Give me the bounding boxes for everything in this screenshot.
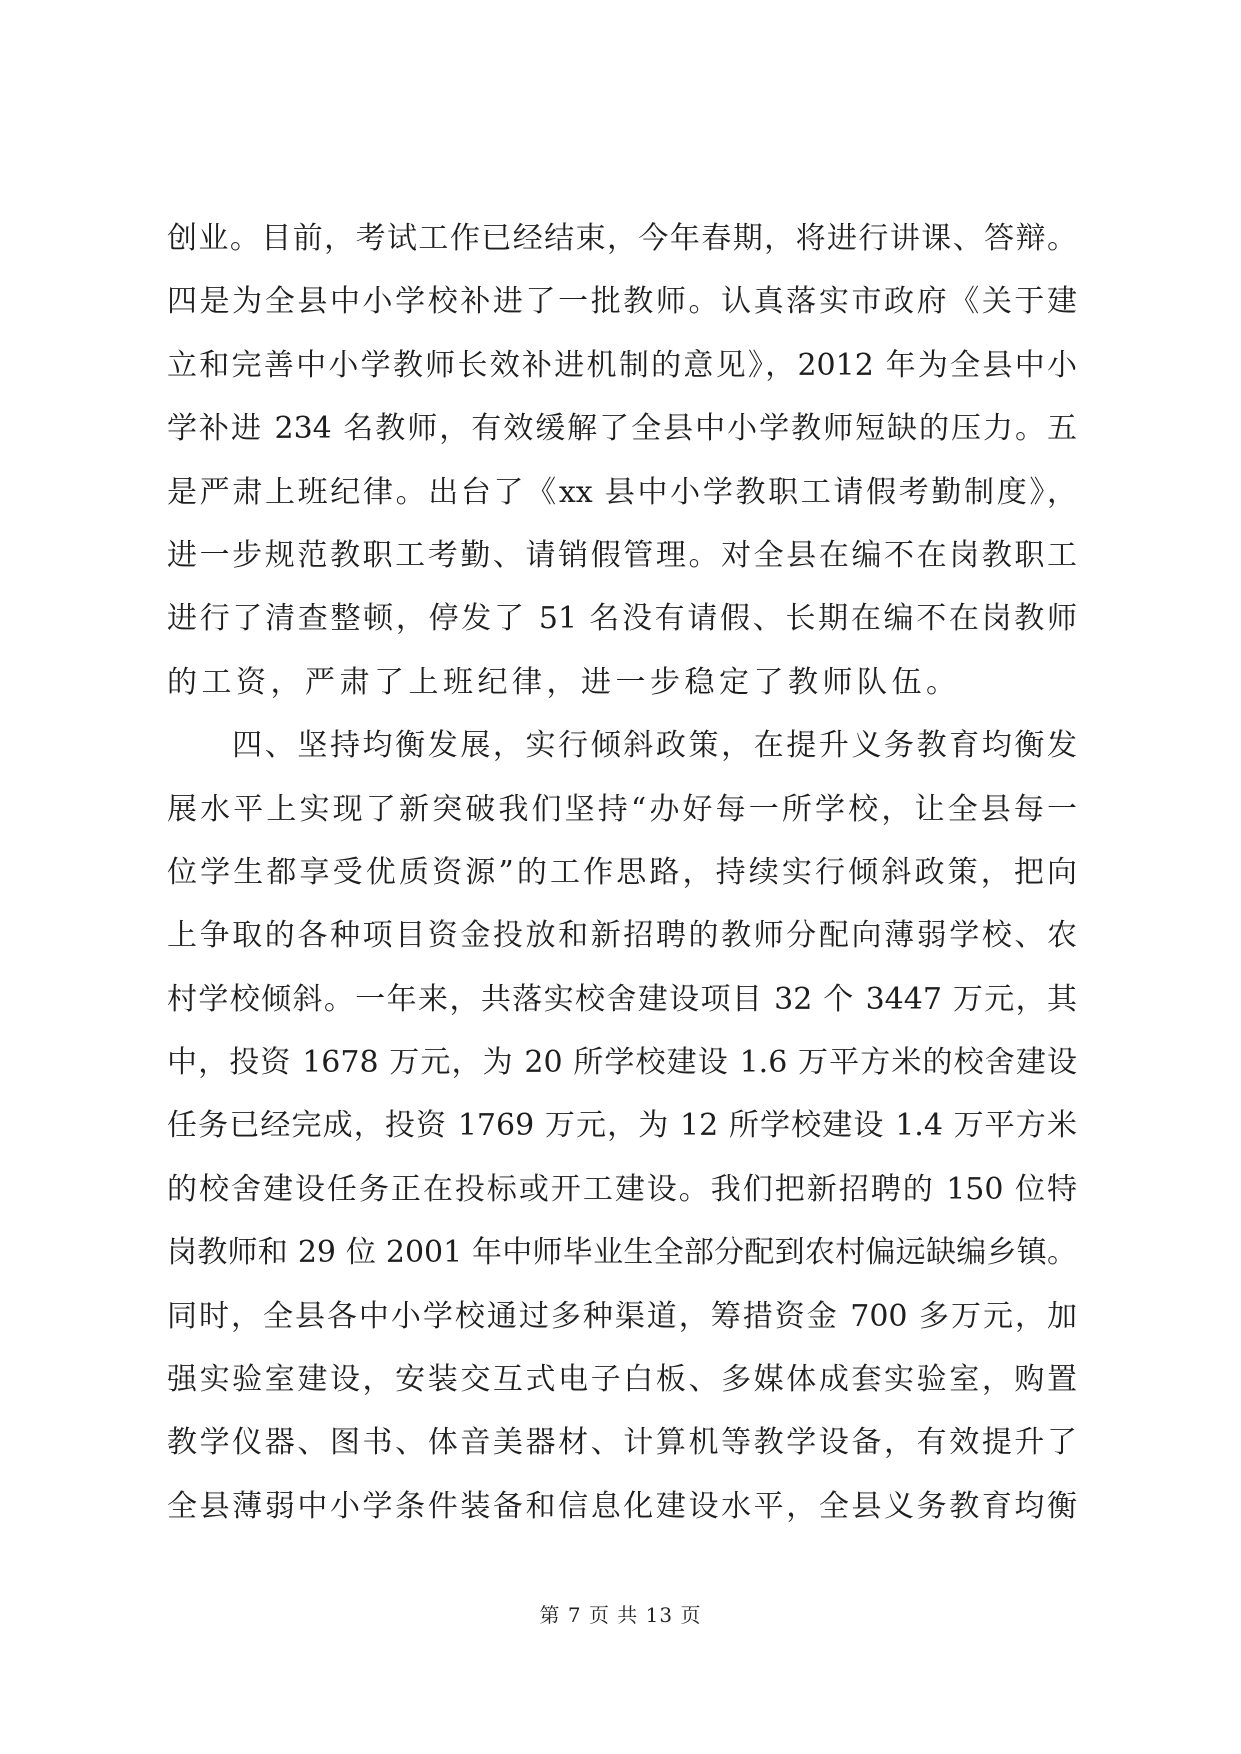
text-line: 进一步规范教职工考勤、请销假管理。对全县在编不在岗教职工 (167, 537, 1077, 573)
text-line: 全县薄弱中小学条件装备和信息化建设水平，全县义务教育均衡 (167, 1488, 1077, 1524)
text-line: 进行了清查整顿，停发了 51 名没有请假、长期在编不在岗教师 (167, 601, 1077, 637)
text-line: 四是为全县中小学校补进了一批教师。认真落实市政府《关于建 (167, 284, 1077, 320)
document-body (167, 207, 1077, 1538)
text-line: 立和完善中小学教师长效补进机制的意见》，2012 年为全县中小 (167, 347, 1077, 383)
text-line: 上争取的各种项目资金投放和新招聘的教师分配向薄弱学校、农 (167, 918, 1077, 954)
text-line: 学补进 234 名教师，有效缓解了全县中小学教师短缺的压力。五 (167, 411, 1077, 447)
text-line: 位学生都享受优质资源”的工作思路，持续实行倾斜政策，把向 (167, 854, 1077, 890)
text-line: 同时，全县各中小学校通过多种渠道，筹措资金 700 多万元，加 (167, 1298, 1077, 1334)
text-line: 任务已经完成，投资 1769 万元，为 12 所学校建设 1.4 万平方米 (167, 1108, 1077, 1144)
text-line: 是严肃上班纪律。出台了《xx 县中小学教职工请假考勤制度》， (167, 474, 1077, 510)
text-line: 创业。目前，考试工作已经结束，今年春期，将进行讲课、答辩。 (167, 221, 1077, 256)
text-line: 村学校倾斜。一年来，共落实校舍建设项目 32 个 3447 万元，其 (167, 981, 1077, 1017)
text-line: 的校舍建设任务正在投标或开工建设。我们把新招聘的 150 位特 (167, 1171, 1077, 1207)
text-line: 四、坚持均衡发展，实行倾斜政策，在提升义务教育均衡发 (167, 728, 1077, 764)
text-line: 中，投资 1678 万元，为 20 所学校建设 1.6 万平方米的校舍建设 (167, 1045, 1077, 1081)
text-line: 教学仪器、图书、体音美器材、计算机等教学设备，有效提升了 (167, 1425, 1077, 1461)
text-line: 强实验室建设，安装交互式电子白板、多媒体成套实验室，购置 (167, 1362, 1077, 1398)
text-line: 展水平上实现了新突破我们坚持“办好每一所学校，让全县每一 (167, 791, 1077, 827)
text-line: 岗教师和 29 位 2001 年中师毕业生全部分配到农村偏远缺编乡镇。 (167, 1235, 1077, 1271)
page-number-footer: 第 7 页 共 13 页 (539, 1603, 702, 1627)
text-line: 的工资，严肃了上班纪律，进一步稳定了教师队伍。 (167, 664, 961, 700)
